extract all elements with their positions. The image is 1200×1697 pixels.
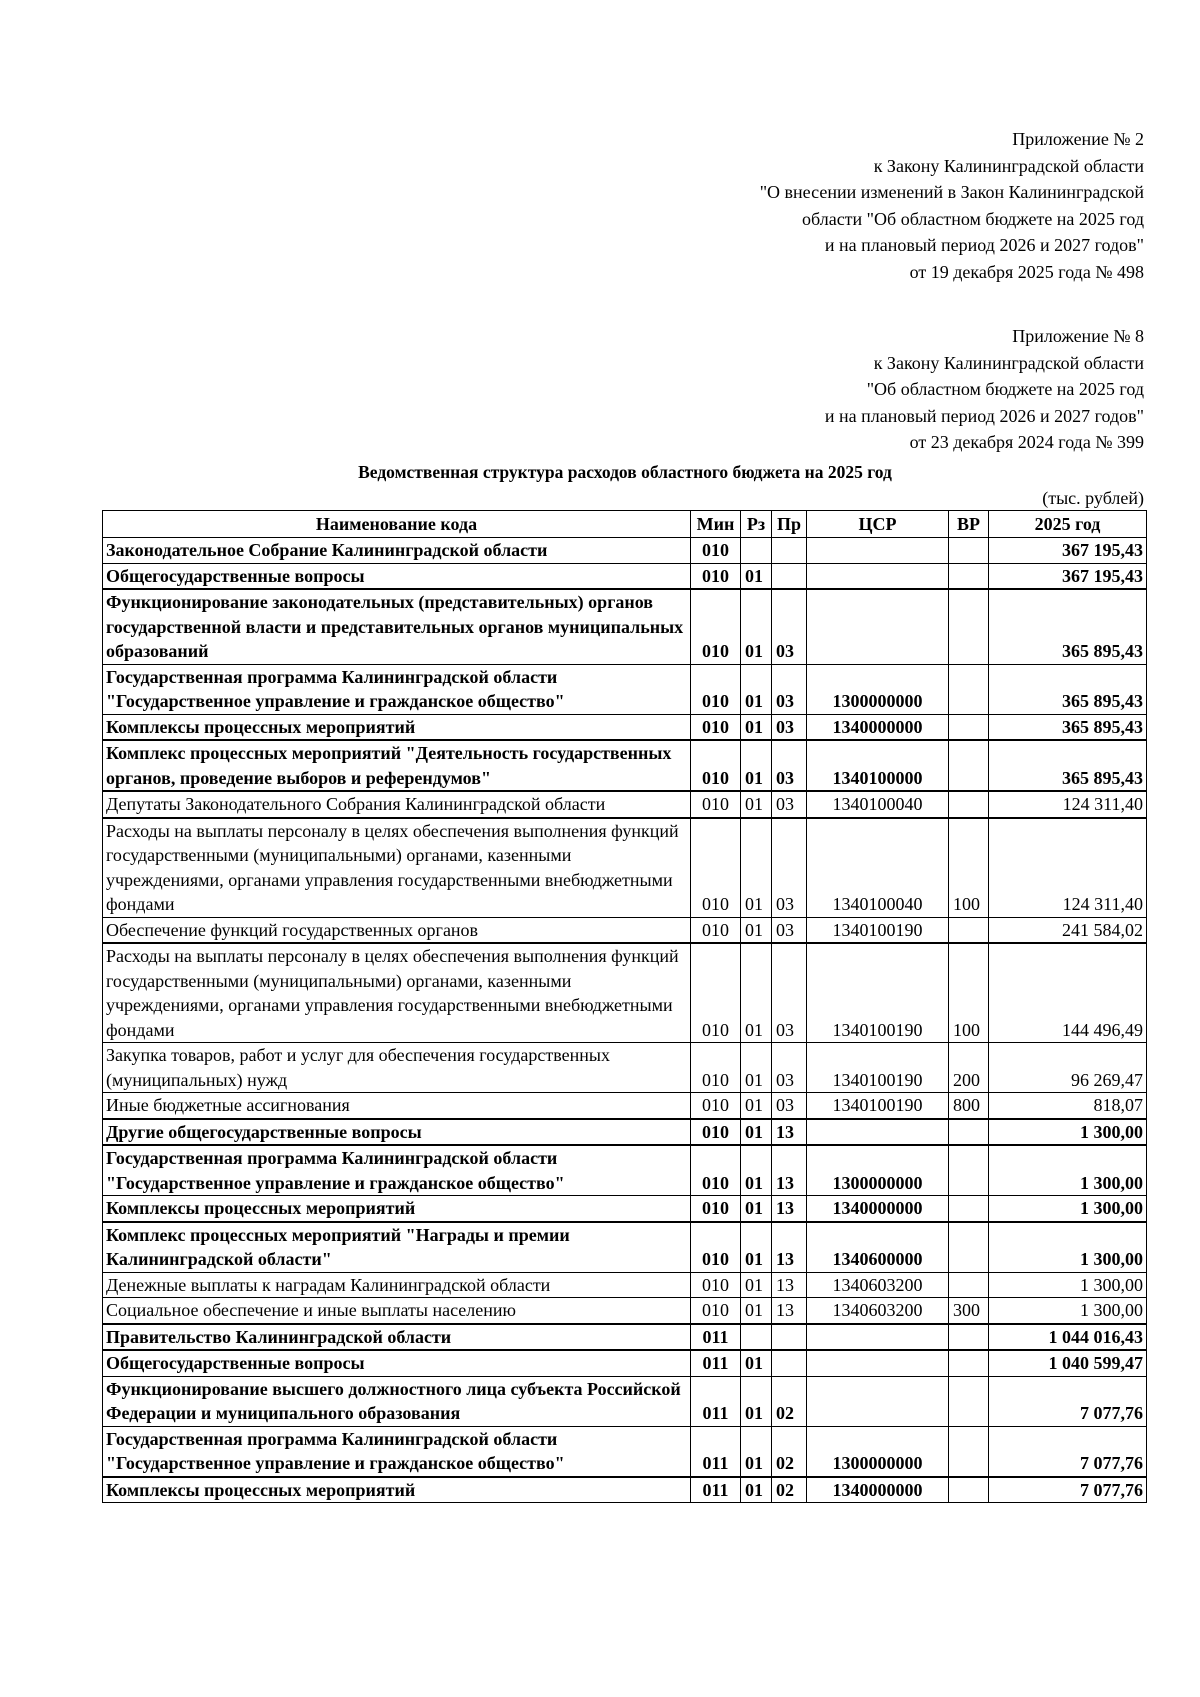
cell-csr — [807, 1350, 949, 1376]
cell-min: 010 — [691, 943, 741, 1043]
cell-rz: 01 — [741, 917, 772, 943]
cell-min: 010 — [691, 1222, 741, 1273]
cell-sum: 96 269,47 — [989, 1043, 1147, 1093]
appendix-8-line-1: Приложение № 8 — [1012, 326, 1144, 346]
table-row — [103, 563, 1147, 589]
cell-pr: 13 — [772, 1145, 807, 1196]
cell-csr: 1340000000 — [807, 1477, 949, 1503]
cell-vr — [949, 589, 989, 664]
column-header-rz: Рз — [741, 511, 772, 538]
cell-csr: 1340100000 — [807, 740, 949, 791]
cell-rz: 01 — [741, 1272, 772, 1298]
table-row — [103, 1043, 1147, 1093]
cell-sum: 241 584,02 — [989, 917, 1147, 943]
spacer — [584, 285, 1144, 323]
cell-sum: 7 077,76 — [989, 1477, 1147, 1503]
cell-sum: 367 195,43 — [989, 538, 1147, 564]
cell-sum: 1 300,00 — [989, 1119, 1147, 1146]
appendix-8-line-5: от 23 декабря 2024 года № 399 — [909, 432, 1144, 452]
cell-min: 010 — [691, 1043, 741, 1093]
table-row — [103, 1426, 1147, 1477]
cell-sum: 1 300,00 — [989, 1298, 1147, 1324]
cell-rz: 01 — [741, 818, 772, 918]
cell-min: 011 — [691, 1376, 741, 1426]
cell-rz: 01 — [741, 1477, 772, 1503]
appendix-2-line-3: "О внесении изменений в Закон Калининградской — [759, 182, 1144, 202]
table-row — [103, 714, 1147, 740]
cell-name: Правительство Калининградской области — [103, 1324, 691, 1351]
cell-rz: 01 — [741, 1196, 772, 1222]
column-header-min: Мин — [691, 511, 741, 538]
cell-vr — [949, 1145, 989, 1196]
cell-csr: 1340100190 — [807, 1043, 949, 1093]
cell-vr — [949, 1196, 989, 1222]
cell-name: Депутаты Законодательного Собрания Калининградской области — [103, 791, 691, 818]
cell-name: Другие общегосударственные вопросы — [103, 1119, 691, 1146]
cell-name: Комплекс процессных мероприятий "Деятельность государственных органов, проведение выборов и референдумов" — [103, 740, 691, 791]
cell-name: Социальное обеспечение и иные выплаты населению — [103, 1298, 691, 1324]
appendix-2-line-2: к Закону Калининградской области — [873, 155, 1144, 176]
cell-sum: 365 895,43 — [989, 714, 1147, 740]
cell-sum: 1 040 599,47 — [989, 1350, 1147, 1376]
cell-min: 010 — [691, 1093, 741, 1119]
cell-pr — [772, 538, 807, 564]
cell-rz: 01 — [741, 1093, 772, 1119]
cell-min: 010 — [691, 740, 741, 791]
cell-name: Законодательное Собрание Калининградской области — [103, 538, 691, 564]
cell-rz — [741, 538, 772, 564]
column-header-vr: ВР — [949, 511, 989, 538]
cell-rz: 01 — [741, 1119, 772, 1146]
cell-sum: 365 895,43 — [989, 740, 1147, 791]
cell-sum: 818,07 — [989, 1093, 1147, 1119]
cell-pr: 13 — [772, 1196, 807, 1222]
cell-vr — [949, 1119, 989, 1146]
cell-name: Комплексы процессных мероприятий — [103, 1196, 691, 1222]
cell-rz: 01 — [741, 589, 772, 664]
cell-min: 010 — [691, 664, 741, 714]
cell-min: 010 — [691, 818, 741, 918]
cell-csr — [807, 1324, 949, 1351]
cell-rz: 01 — [741, 1350, 772, 1376]
cell-csr: 1340603200 — [807, 1298, 949, 1324]
cell-pr: 02 — [772, 1426, 807, 1477]
appendix-8-line-4: и на плановый период 2026 и 2027 годов" — [824, 405, 1144, 426]
cell-sum: 367 195,43 — [989, 563, 1147, 589]
cell-rz: 01 — [741, 1376, 772, 1426]
table-row — [103, 917, 1147, 943]
cell-name: Функционирование законодательных (представительных) органов государственной власти и представительных органов муниципальных образований — [103, 589, 691, 664]
cell-csr: 1340000000 — [807, 1196, 949, 1222]
cell-sum: 1 300,00 — [989, 1222, 1147, 1273]
cell-vr — [949, 1477, 989, 1503]
cell-name: Комплексы процессных мероприятий — [103, 714, 691, 740]
cell-pr: 03 — [772, 740, 807, 791]
cell-vr — [949, 1376, 989, 1426]
cell-name: Государственная программа Калининградской области "Государственное управление и гражданское общество" — [103, 664, 691, 714]
cell-sum: 124 311,40 — [989, 791, 1147, 818]
cell-csr: 1300000000 — [807, 664, 949, 714]
table-row — [103, 1376, 1147, 1426]
cell-rz: 01 — [741, 791, 772, 818]
cell-min: 010 — [691, 538, 741, 564]
table-row — [103, 1196, 1147, 1222]
cell-name: Закупка товаров, работ и услуг для обеспечения государственных (муниципальных) нужд — [103, 1043, 691, 1093]
cell-vr — [949, 1222, 989, 1273]
appendix-header — [584, 126, 1144, 456]
table-row — [103, 943, 1147, 1043]
cell-csr — [807, 538, 949, 564]
table-row — [103, 1324, 1147, 1351]
table-header-row — [103, 511, 1147, 538]
cell-name: Общегосударственные вопросы — [103, 1350, 691, 1376]
cell-csr: 1340000000 — [807, 714, 949, 740]
cell-rz: 01 — [741, 1426, 772, 1477]
cell-vr — [949, 538, 989, 564]
cell-rz: 01 — [741, 943, 772, 1043]
document-title: Ведомственная структура расходов областного бюджета на 2025 год — [358, 462, 892, 482]
cell-min: 010 — [691, 1298, 741, 1324]
cell-rz — [741, 1324, 772, 1351]
cell-name: Комплексы процессных мероприятий — [103, 1477, 691, 1503]
cell-min: 011 — [691, 1477, 741, 1503]
cell-name: Расходы на выплаты персоналу в целях обеспечения выполнения функций государственными (муниципальными) органами, казенными учреждениями, органами управления государственными внебюджетными фондами — [103, 943, 691, 1043]
table-row — [103, 818, 1147, 918]
cell-vr: 100 — [949, 943, 989, 1043]
column-header-csr: ЦСР — [807, 511, 949, 538]
cell-rz: 01 — [741, 1222, 772, 1273]
cell-pr: 13 — [772, 1272, 807, 1298]
cell-name: Общегосударственные вопросы — [103, 563, 691, 589]
cell-csr — [807, 563, 949, 589]
cell-pr: 03 — [772, 1093, 807, 1119]
cell-name: Обеспечение функций государственных органов — [103, 917, 691, 943]
appendix-2-line-1: Приложение № 2 — [1012, 129, 1144, 149]
cell-vr — [949, 1426, 989, 1477]
cell-min: 011 — [691, 1324, 741, 1351]
cell-pr: 03 — [772, 664, 807, 714]
cell-min: 010 — [691, 714, 741, 740]
cell-vr — [949, 740, 989, 791]
cell-min: 010 — [691, 1119, 741, 1146]
appendix-2-line-6: от 19 декабря 2025 года № 498 — [909, 261, 1144, 282]
cell-csr: 1300000000 — [807, 1145, 949, 1196]
cell-sum: 1 300,00 — [989, 1196, 1147, 1222]
table-row — [103, 1298, 1147, 1324]
cell-name: Государственная программа Калининградской области "Государственное управление и гражданское общество" — [103, 1145, 691, 1196]
cell-sum: 1 044 016,43 — [989, 1324, 1147, 1351]
cell-csr: 1300000000 — [807, 1426, 949, 1477]
cell-min: 010 — [691, 791, 741, 818]
cell-vr — [949, 664, 989, 714]
cell-vr: 200 — [949, 1043, 989, 1093]
column-header-name: Наименование кода — [103, 511, 691, 538]
cell-name: Функционирование высшего должностного лица субъекта Российской Федерации и муниципального образования — [103, 1376, 691, 1426]
table-row — [103, 1145, 1147, 1196]
cell-pr — [772, 1324, 807, 1351]
cell-pr: 02 — [772, 1376, 807, 1426]
cell-sum: 365 895,43 — [989, 664, 1147, 714]
cell-sum: 144 496,49 — [989, 943, 1147, 1043]
cell-min: 010 — [691, 1145, 741, 1196]
cell-rz: 01 — [741, 740, 772, 791]
cell-sum: 1 300,00 — [989, 1272, 1147, 1298]
table-row — [103, 740, 1147, 791]
cell-sum: 365 895,43 — [989, 589, 1147, 664]
table-row — [103, 1272, 1147, 1298]
cell-min: 010 — [691, 917, 741, 943]
cell-vr: 100 — [949, 818, 989, 918]
cell-csr: 1340100190 — [807, 1093, 949, 1119]
cell-vr — [949, 917, 989, 943]
cell-sum: 7 077,76 — [989, 1376, 1147, 1426]
table-row — [103, 538, 1147, 564]
cell-rz: 01 — [741, 714, 772, 740]
column-header-pr: Пр — [772, 511, 807, 538]
budget-table — [102, 510, 1147, 1503]
table-row — [103, 1477, 1147, 1503]
appendix-2-line-4: области "Об областном бюджете на 2025 год — [802, 208, 1144, 229]
cell-csr: 1340603200 — [807, 1272, 949, 1298]
cell-csr: 1340100190 — [807, 917, 949, 943]
cell-name: Расходы на выплаты персоналу в целях обеспечения выполнения функций государственными (муниципальными) органами, казенными учреждениями, органами управления государственными внебюджетными фондами — [103, 818, 691, 918]
cell-rz: 01 — [741, 1145, 772, 1196]
cell-vr — [949, 1350, 989, 1376]
cell-csr: 1340100190 — [807, 943, 949, 1043]
cell-csr: 1340100040 — [807, 791, 949, 818]
cell-pr: 13 — [772, 1298, 807, 1324]
cell-vr — [949, 1324, 989, 1351]
cell-pr: 03 — [772, 943, 807, 1043]
table-row — [103, 589, 1147, 664]
cell-name: Комплекс процессных мероприятий "Награды и премии Калининградской области" — [103, 1222, 691, 1273]
column-header-sum: 2025 год — [989, 511, 1147, 538]
units-label: (тыс. рублей) — [1042, 488, 1144, 508]
cell-vr: 800 — [949, 1093, 989, 1119]
cell-sum: 1 300,00 — [989, 1145, 1147, 1196]
table-body — [103, 538, 1147, 1503]
table-row — [103, 791, 1147, 818]
cell-vr — [949, 563, 989, 589]
table-row — [103, 1093, 1147, 1119]
table-row — [103, 1222, 1147, 1273]
cell-csr — [807, 589, 949, 664]
appendix-2-line-5: и на плановый период 2026 и 2027 годов" — [824, 235, 1144, 255]
cell-min: 010 — [691, 1196, 741, 1222]
table-row — [103, 664, 1147, 714]
cell-sum: 124 311,40 — [989, 818, 1147, 918]
cell-csr: 1340600000 — [807, 1222, 949, 1273]
cell-min: 010 — [691, 563, 741, 589]
cell-pr: 13 — [772, 1222, 807, 1273]
cell-pr: 03 — [772, 1043, 807, 1093]
cell-sum: 7 077,76 — [989, 1426, 1147, 1477]
appendix-8-line-2: к Закону Калининградской области — [873, 352, 1144, 373]
cell-vr — [949, 791, 989, 818]
cell-name: Государственная программа Калининградской области "Государственное управление и гражданское общество" — [103, 1426, 691, 1477]
cell-vr: 300 — [949, 1298, 989, 1324]
cell-pr — [772, 563, 807, 589]
cell-csr — [807, 1376, 949, 1426]
table-row — [103, 1350, 1147, 1376]
table-row — [103, 1119, 1147, 1146]
cell-rz: 01 — [741, 664, 772, 714]
cell-rz: 01 — [741, 1043, 772, 1093]
cell-pr: 03 — [772, 791, 807, 818]
cell-vr — [949, 1272, 989, 1298]
cell-rz: 01 — [741, 563, 772, 589]
cell-pr: 03 — [772, 589, 807, 664]
cell-min: 010 — [691, 1272, 741, 1298]
cell-pr — [772, 1350, 807, 1376]
cell-pr: 03 — [772, 917, 807, 943]
cell-name: Иные бюджетные ассигнования — [103, 1093, 691, 1119]
cell-min: 010 — [691, 589, 741, 664]
cell-rz: 01 — [741, 1298, 772, 1324]
cell-csr: 1340100040 — [807, 818, 949, 918]
cell-pr: 02 — [772, 1477, 807, 1503]
cell-name: Денежные выплаты к наградам Калининградской области — [103, 1272, 691, 1298]
cell-vr — [949, 714, 989, 740]
cell-pr: 13 — [772, 1119, 807, 1146]
appendix-8-line-3: "Об областном бюджете на 2025 год — [866, 379, 1144, 399]
cell-min: 011 — [691, 1426, 741, 1477]
cell-pr: 03 — [772, 714, 807, 740]
cell-csr — [807, 1119, 949, 1146]
cell-pr: 03 — [772, 818, 807, 918]
cell-min: 011 — [691, 1350, 741, 1376]
